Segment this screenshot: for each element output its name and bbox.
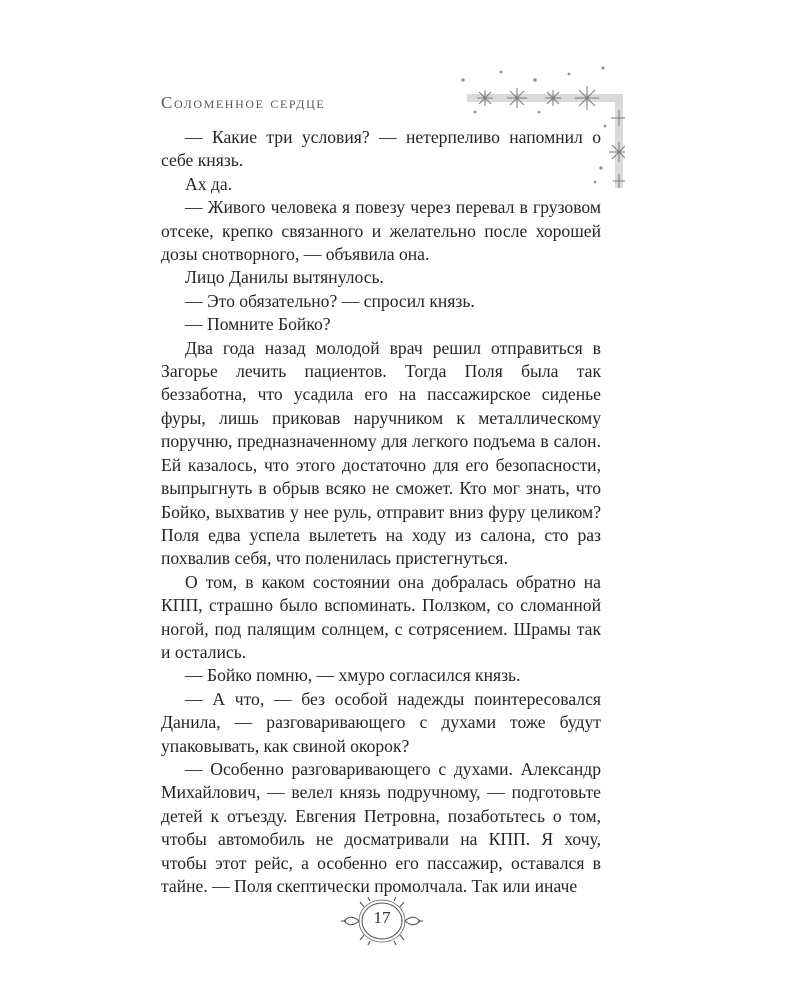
paragraph: О том, в каком состоянии она добралась обратно на КПП, страшно было вспоминать. Ползком, со сломанной ногой, под палящим солнцем, с сотрясением. Шрамы так и остались.	[161, 571, 601, 662]
page-number: 17	[373, 908, 391, 927]
paragraph: — Живого человека я повезу через перевал в грузовом отсеке, крепко связанного и желательно после хорошей дозы снотворного, — объявила она.	[161, 197, 601, 265]
paragraph: — Бойко помню, — хмуро согласился князь.	[185, 665, 521, 686]
paragraph: — Особенно разговаривающего с духами. Александр Михайлович, — велел князь подручному, — подготовьте детей к отъезду. Евгения Петровна, позаботьтесь о том, чтобы автомобиль не досматривали на КПП. Я хочу, чтобы этот рейс, а особенно его пассажир, оставался в тайне. — Поля скептически промолчала. Так или иначе	[161, 758, 601, 896]
paragraph: Ах да.	[185, 173, 233, 194]
page-number-frame	[340, 895, 424, 947]
paragraph: Лицо Данилы вытянулось.	[185, 267, 384, 288]
paragraph: — А что, — без особой надежды поинтересовался Данила, — разговаривающего с духами тоже будут упаковывать, как свиной окорок?	[161, 688, 601, 756]
paragraph: — Какие три условия? — нетерпеливо напомнил о себе князь.	[161, 127, 601, 171]
paragraph: Два года назад молодой врач решил отправиться в Загорье лечить пациентов. Тогда Поля была так беззаботна, что усадила его на пассажирское сиденье фуры, лишь приковав наручником к металлическому поручню, предназначенному для легкого подъема в салон. Ей казалось, что этого достаточно для его безопасности, выпрыгнуть в обрыв всяко не сможет. Кто мог знать, что Бойко, выхватив у нее руль, отправит вниз фуру целиком? Поля едва успела вылететь на ходу из салона, сто раз похвалив себя, что поленилась пристегнуться.	[161, 337, 601, 569]
paragraph: — Это обязательно? — спросил князь.	[185, 290, 475, 311]
paragraph: — Помните Бойко?	[185, 314, 331, 335]
body-text	[161, 126, 601, 898]
running-head: Соломенное сердце	[161, 93, 326, 112]
